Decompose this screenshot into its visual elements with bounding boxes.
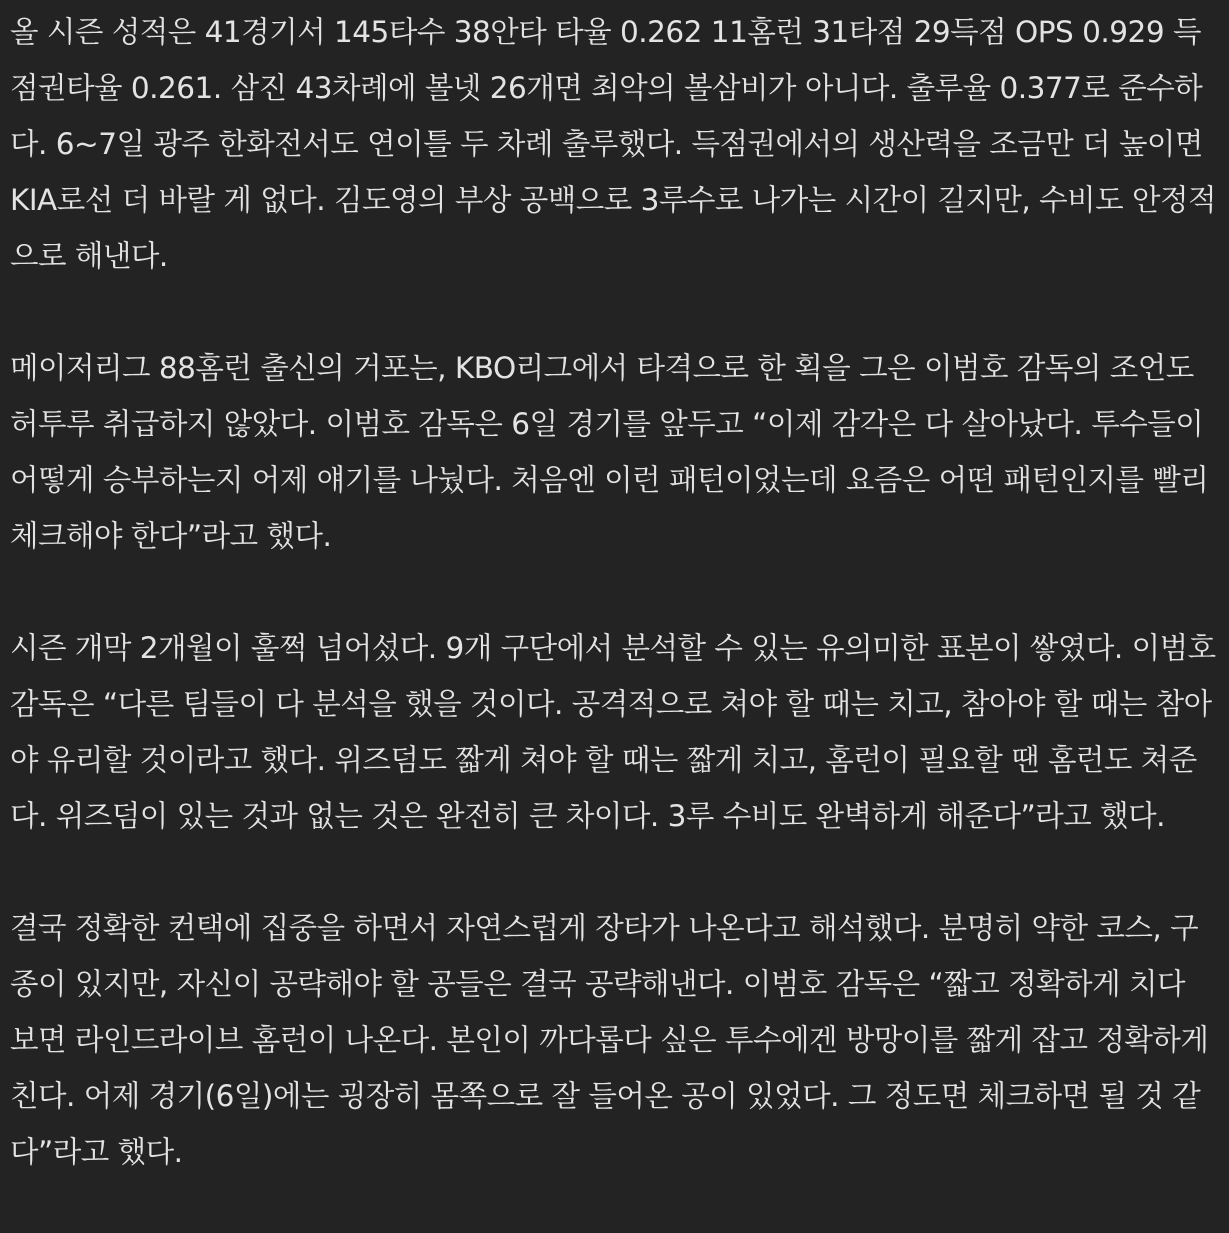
article-paragraph-3: 시즌 개막 2개월이 훌쩍 넘어섰다. 9개 구단에서 분석할 수 있는 유의미한 표본이 쌓였다. 이범호 감독은 “다른 팀들이 다 분석을 했을 것이다. 공격적으로 쳐야 할 때는 치고, 참아야 할 때는 참아야 유리할 것이라고 했다. 위즈덤도 짧게 쳐야 할 때는 짧게 치고, 홈런이 필요할 땐 홈런도 쳐준다. 위즈덤이 있는 것과 없는 것은 완전히 큰 차이다. 3루 수비도 완벽하게 해준다”라고 했다. — [10, 631, 1216, 833]
article-paragraph-2: 메이저리그 88홈런 출신의 거포는, KBO리그에서 타격으로 한 획을 그은 이범호 감독의 조언도 허투루 취급하지 않았다. 이범호 감독은 6일 경기를 앞두고 “이제 감각은 다 살아났다. 투수들이 어떻게 승부하는지 어제 얘기를 나눴다. 처음엔 이런 패턴이었는데 요즘은 어떤 패턴인지를 빨리 체크해야 한다”라고 했다. — [10, 351, 1209, 553]
article-paragraph-4: 결국 정확한 컨택에 집중을 하면서 자연스럽게 장타가 나온다고 해석했다. 분명히 약한 코스, 구종이 있지만, 자신이 공략해야 할 공들은 결국 공략해낸다. 이범호 감독은 “짧고 정확하게 치다 보면 라인드라이브 홈런이 나온다. 본인이 까다롭다 싶은 투수에겐 방망이를 짧게 잡고 정확하게 친다. 어제 경기(6일)에는 굉장히 몸쪽으로 잘 들어온 공이 있었다. 그 정도면 체크하면 될 것 같다”라고 했다. — [10, 911, 1209, 1169]
article-paragraph-1: 올 시즌 성적은 41경기서 145타수 38안타 타율 0.262 11홈런 31타점 29득점 OPS 0.929 득점권타율 0.261. 삼진 43차례에 볼넷 26개면 최악의 볼삼비가 아니다. 출루율 0.377로 준수하다. 6~7일 광주 한화전서도 연이틀 두 차례 출루했다. 득점권에서의 생산력을 조금만 더 높이면 KIA로선 더 바랄 게 없다. 김도영의 부상 공백으로 3루수로 나가는 시간이 길지만, 수비도 안정적으로 해낸다. — [10, 15, 1217, 273]
